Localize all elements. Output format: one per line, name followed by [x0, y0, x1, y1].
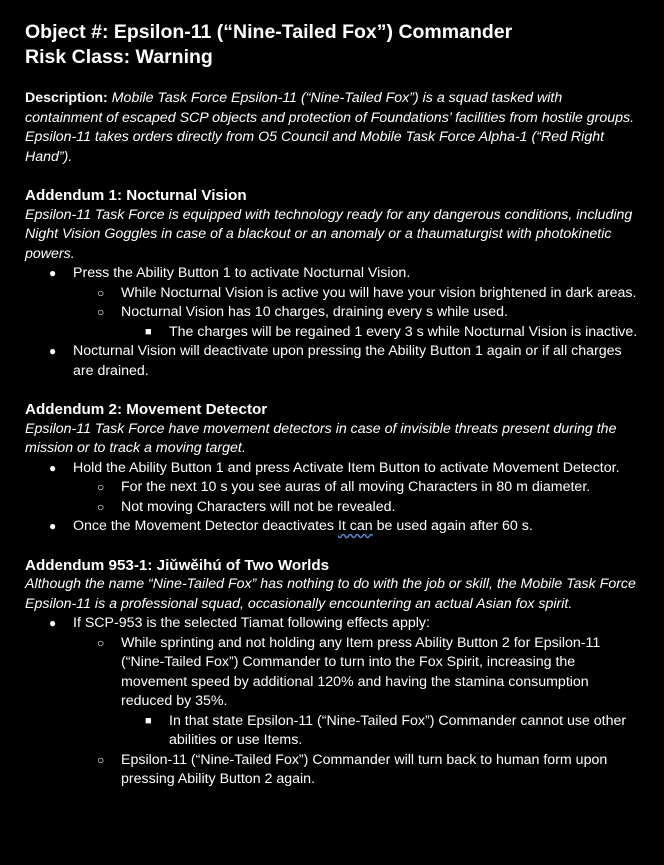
addendum-1-intro: Epsilon-11 Task Force is equipped with technology ready for any dangerous conditions, including Night Vision Goggles in case of a blackout or an anomaly or a thaumaturgist with photokinetic powers. [25, 206, 633, 262]
bullet-disc-icon: ● [49, 344, 57, 358]
addendum-2-heading: Addendum 2: Movement Detector [25, 401, 268, 418]
bullet-disc-icon: ● [49, 460, 57, 475]
risk-class: Risk Class: Warning [25, 46, 213, 68]
description-label: Description: [25, 90, 108, 106]
addendum-1 [25, 186, 642, 381]
bullet-circle-icon: ○ [97, 752, 105, 767]
addendum-1-heading: Addendum 1: Nocturnal Vision [25, 187, 247, 204]
list-item: ● Nocturnal Vision will deactivate upon pressing the Ability Button 1 again or if all charges are drained. [49, 343, 622, 379]
addendum-2-list [25, 459, 642, 537]
addendum-3 [25, 556, 642, 790]
spellcheck-flagged-text[interactable]: It can [337, 518, 373, 534]
bullet-circle-icon: ○ [97, 480, 105, 494]
list-item: ○ For the next 10 s you see auras of all moving Characters in 80 m diameter. [25, 478, 642, 498]
bullet-circle-icon: ○ [97, 635, 105, 650]
list-item: ○ While Nocturnal Vision is active you will have your vision brightened in dark areas. [25, 284, 642, 304]
addendum-3-heading: Addendum 953-1: Jiǔwěihú of Two Worlds [25, 556, 330, 574]
list-item: ○ Nocturnal Vision has 10 charges, draining every s while used. [25, 303, 642, 323]
addendum-3-list [25, 614, 642, 790]
description [25, 89, 642, 167]
document-title: Object #: Epsilon-11 (“Nine-Tailed Fox”) Commander [25, 21, 513, 43]
bullet-circle-icon: ○ [97, 499, 105, 514]
list-item: ○ Epsilon-11 (“Nine-Tailed Fox”) Commander will turn back to human form upon pressing Ability Button 2 again. [97, 751, 608, 787]
bullet-circle-icon: ○ [97, 305, 105, 319]
bullet-disc-icon: ● [49, 266, 57, 280]
list-item: ○ Not moving Characters will not be revealed. [25, 498, 642, 518]
addendum-2 [25, 400, 642, 537]
list-item: ● If SCP-953 is the selected Tiamat following effects apply: [25, 614, 642, 634]
list-item: ● Hold the Ability Button 1 and press Activate Item Button to activate Movement Detector. [25, 459, 642, 479]
list-item: ○ While sprinting and not holding any Item press Ability Button 2 for Epsilon-11 (“Nine-Tailed Fox”) Commander to turn into the Fox Spirit, increasing the movement speed by additional 120% and having the stamina consumption reduced by 35%. [97, 634, 601, 709]
bullet-square-icon: ■ [145, 325, 152, 338]
addendum-1-list [25, 264, 642, 381]
bullet-disc-icon: ● [49, 519, 57, 533]
list-item: ● Press the Ability Button 1 to activate Nocturnal Vision. [25, 264, 642, 284]
list-item: ■ In that state Epsilon-11 (“Nine-Tailed Fox”) Commander cannot use other abilities or use Items. [145, 712, 627, 748]
bullet-square-icon: ■ [145, 714, 152, 727]
description-text: Mobile Task Force Epsilon-11 (“Nine-Tailed Fox”) is a squad tasked with containment of escaped SCP objects and protection of Foundations’ facilities from hostile groups. Epsilon-11 takes orders directly from O5 Council and Mobile Task Force Alpha-1 (“Red Right Hand”). [25, 90, 635, 165]
list-item: ● Once the Movement Detector deactivates It can be used again after 60 s. [25, 517, 642, 537]
bullet-circle-icon: ○ [97, 285, 105, 300]
bullet-disc-icon: ● [49, 616, 57, 630]
list-item: ■ The charges will be regained 1 every 3 s while Nocturnal Vision is inactive. [25, 323, 642, 343]
addendum-3-intro: Although the name “Nine-Tailed Fox” has nothing to do with the job or skill, the Mobile Task Force Epsilon-11 is a professional squad, occasionally encountering an actual Asian fox spirit. [25, 576, 636, 612]
addendum-2-intro: Epsilon-11 Task Force have movement detectors in case of invisible threats present during the mission or to track a moving target. [25, 420, 617, 456]
